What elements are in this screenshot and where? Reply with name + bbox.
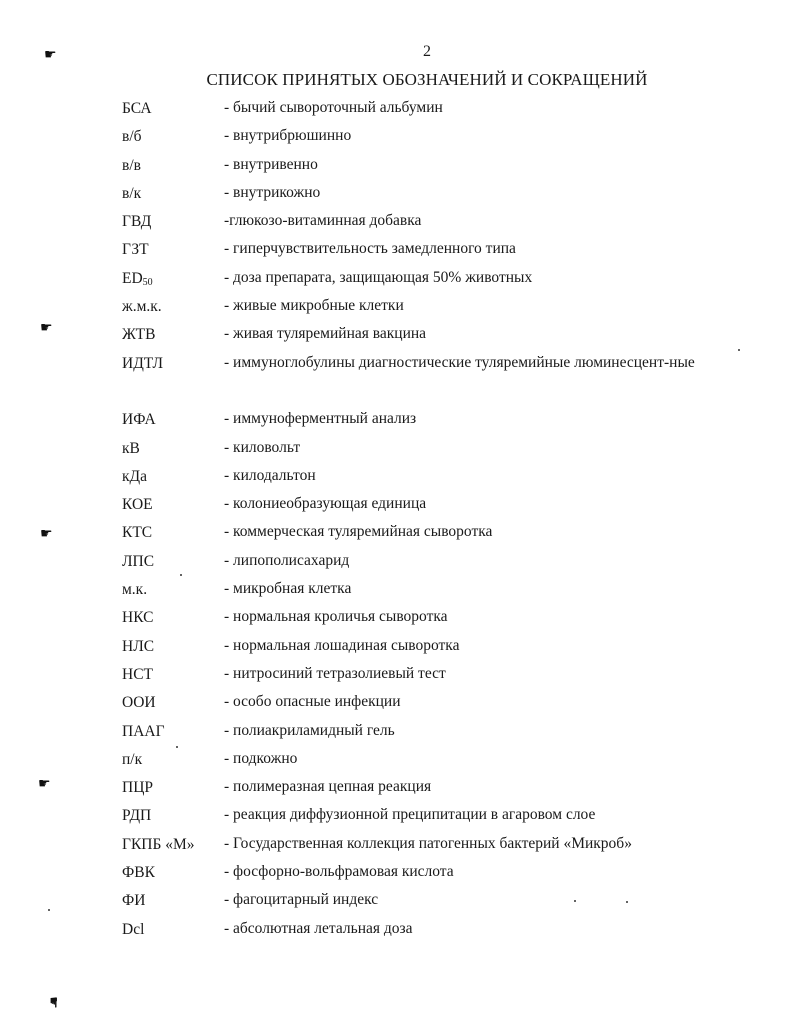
abbreviation-term: [122, 270, 153, 288]
abbreviation-definition: - фосфорно-вольфрамовая кислота: [224, 863, 454, 881]
list-item: [0, 606, 799, 634]
scan-speck: [574, 900, 576, 902]
abbreviation-term: ГЗТ: [122, 241, 149, 259]
list-item: [0, 267, 799, 295]
pointing-hand-icon: ☛: [44, 48, 57, 63]
abbreviation-term: НСТ: [122, 665, 153, 683]
abbreviation-term: НКС: [122, 609, 154, 627]
page-title: СПИСОК ПРИНЯТЫХ ОБОЗНАЧЕНИЙ И СОКРАЩЕНИЙ: [206, 70, 648, 89]
list-item: [0, 210, 799, 238]
abbreviation-definition: -глюкозо-витаминная добавка: [224, 212, 422, 230]
abbreviation-term: кВ: [122, 439, 140, 457]
abbreviation-definition: - гиперчувствительность замедленного типа: [224, 240, 516, 258]
abbreviation-definition: - внутрикожно: [224, 183, 321, 201]
abbreviation-term: ГКПБ «М»: [122, 835, 195, 853]
abbreviation-term: ПЦР: [122, 779, 154, 797]
abbreviation-definition: - иммуноглобулины диагностические туляремийные люминесцент-ные: [224, 353, 695, 371]
abbreviation-definition: - колониеобразующая единица: [224, 495, 427, 513]
list-item: [0, 493, 799, 521]
term-subscript: 50: [142, 276, 153, 288]
list-item: [0, 804, 799, 832]
list-item: [0, 125, 799, 153]
abbreviation-definition: - Государственная коллекция патогенных бактерий «Микроб»: [224, 834, 632, 852]
list-item: [0, 861, 799, 889]
abbreviation-term: КОЕ: [122, 496, 153, 514]
list-item: [0, 238, 799, 266]
list-item: [0, 776, 799, 804]
abbreviation-definition: - реакция диффузионной преципитации в агаровом слое: [224, 806, 596, 824]
abbreviation-term: п/к: [122, 750, 143, 768]
pointing-hand-icon: ☛: [38, 777, 51, 792]
list-item: [0, 578, 799, 606]
list-item: [0, 437, 799, 465]
pointing-hand-icon: ☛: [44, 996, 60, 1009]
page-number: 2: [423, 43, 431, 60]
abbreviation-definition: - нитросиний тетразолиевый тест: [224, 664, 446, 682]
abbreviation-definition: - фагоцитарный индекс: [224, 891, 379, 909]
abbreviation-term: м.к.: [122, 581, 148, 599]
list-item: [0, 918, 799, 946]
list-item: [0, 182, 799, 210]
pointing-hand-icon: ☛: [40, 321, 53, 336]
scan-speck: [180, 574, 182, 576]
scan-speck: [626, 901, 628, 903]
abbreviation-term: КТС: [122, 524, 153, 542]
list-item: [0, 154, 799, 182]
list-item: [0, 408, 799, 436]
list-item: [0, 550, 799, 578]
list-item: [0, 97, 799, 125]
abbreviation-term: в/в: [122, 156, 141, 174]
list-item: [0, 720, 799, 748]
list-item: [0, 889, 799, 917]
scan-speck: [176, 746, 178, 748]
abbreviation-definition: - живая туляремийная вакцина: [224, 325, 427, 343]
abbreviation-definition: - подкожно: [224, 749, 298, 767]
abbreviation-term: Dcl: [122, 920, 145, 938]
abbreviation-definition: - внутривенно: [224, 155, 318, 173]
pointing-hand-icon: ☛: [40, 527, 53, 542]
abbreviation-list: [0, 97, 799, 946]
list-item: [0, 465, 799, 493]
list-item: [0, 295, 799, 323]
abbreviation-term: ПААГ: [122, 722, 165, 740]
abbreviation-definition: - микробная клетка: [224, 580, 352, 598]
abbreviation-definition: - полиакриламидный гель: [224, 721, 395, 739]
abbreviation-term: ИДТЛ: [122, 354, 163, 372]
abbreviation-definition: - бычий сывороточный альбумин: [224, 99, 443, 116]
list-item: [0, 663, 799, 691]
abbreviation-term: ж.м.к.: [122, 298, 162, 316]
list-item: [0, 521, 799, 549]
abbreviation-definition: - нормальная кроличья сыворотка: [224, 608, 448, 626]
term-main: ED: [122, 269, 143, 287]
list-item: [0, 833, 799, 861]
abbreviation-term: ФВК: [122, 864, 155, 882]
abbreviation-term: ФИ: [122, 892, 146, 910]
list-item: [0, 352, 799, 409]
abbreviation-term: БСА: [122, 100, 152, 117]
abbreviation-definition: - доза препарата, защищающая 50% животных: [224, 268, 533, 286]
abbreviation-term: ГВД: [122, 213, 152, 231]
abbreviation-term: ООИ: [122, 694, 156, 712]
abbreviation-term: в/б: [122, 128, 142, 146]
abbreviation-term: ЖТВ: [122, 326, 156, 344]
abbreviation-definition: - липополисахарид: [224, 551, 350, 569]
abbreviation-definition: - иммуноферментный анализ: [224, 410, 417, 428]
scan-speck: [48, 909, 50, 911]
abbreviation-term: кДа: [122, 467, 147, 485]
abbreviation-term: РДП: [122, 807, 152, 825]
list-item: [0, 323, 799, 351]
abbreviation-definition: - живые микробные клетки: [224, 297, 404, 315]
scan-speck: [738, 349, 740, 351]
abbreviation-definition: - особо опасные инфекции: [224, 693, 401, 711]
abbreviation-definition: - полимеразная цепная реакция: [224, 778, 432, 796]
abbreviation-definition: - килодальтон: [224, 466, 316, 484]
abbreviation-term: ИФА: [122, 411, 156, 429]
list-item: [0, 748, 799, 776]
abbreviation-term: в/к: [122, 184, 142, 202]
abbreviation-definition: - нормальная лошадиная сыворотка: [224, 636, 460, 654]
list-item: [0, 691, 799, 719]
abbreviation-term: НЛС: [122, 637, 155, 655]
list-item: [0, 635, 799, 663]
abbreviation-term: ЛПС: [122, 552, 155, 570]
abbreviation-definition: - внутрибрюшинно: [224, 127, 352, 145]
abbreviation-definition: - абсолютная летальная доза: [224, 919, 413, 937]
abbreviation-definition: - киловольт: [224, 438, 301, 456]
abbreviation-definition: - коммерческая туляремийная сыворотка: [224, 523, 493, 541]
